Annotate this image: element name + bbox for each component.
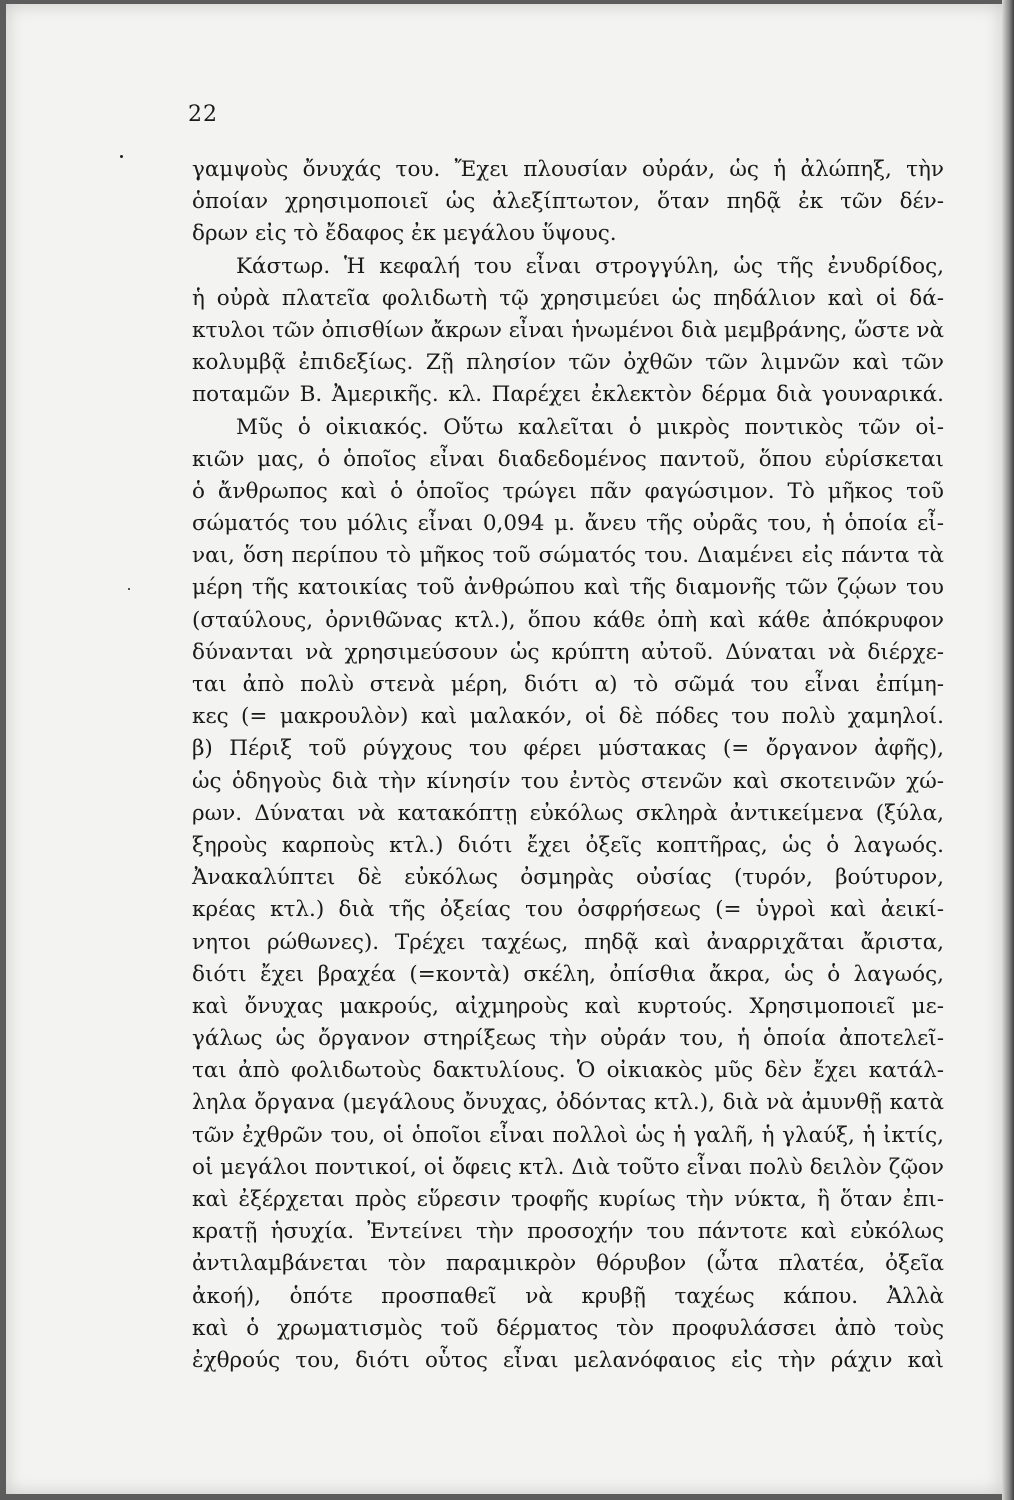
text-line: καὶ ὁ χρωματισμὸς τοῦ δέρματος τὸν προφυλάσσει ἀπὸ τοὺς xyxy=(192,1315,944,1341)
text-line: δρων εἰς τὸ ἔδαφος ἐκ μεγάλου ὕψους. xyxy=(192,221,617,247)
page-edge xyxy=(1002,0,1014,1500)
text-line: ποταμῶν Β. Ἀμερικῆς. κλ. Παρέχει ἐκλεκτὸν δέρμα διὰ γουναρικά. xyxy=(192,382,944,408)
paper-speck xyxy=(120,155,123,158)
text-line: μέρη τῆς κατοικίας τοῦ ἀνθρώπου καὶ τῆς διαμονῆς τῶν ζῴων του xyxy=(192,575,944,601)
text-line: ληλα ὄργανα (μεγάλους ὄνυχας, ὀδόντας κτλ.), διὰ νὰ ἀμυνθῇ κατὰ xyxy=(192,1090,944,1116)
text-line: Κάστωρ. Ἡ κεφαλή του εἶναι στρογγύλη, ὡς τῆς ἐνυδρίδος, xyxy=(236,253,944,279)
text-line: γάλως ὡς ὄργανον στηρίξεως τὴν οὐράν του, ἡ ὁποία ἀποτελεῖ- xyxy=(192,1026,944,1052)
text-line: β) Πέριξ τοῦ ρύγχους του φέρει μύστακας (= ὄργανον ἀφῆς), xyxy=(192,736,944,762)
text-line: ται ἀπὸ φολιδωτοὺς δακτυλίους. Ὁ οἰκιακὸς μῦς δὲν ἔχει κατάλ- xyxy=(192,1058,944,1084)
text-line: νητοι ρώθωνες). Τρέχει ταχέως, πηδᾷ καὶ ἀναρριχᾶται ἄριστα, xyxy=(192,929,944,955)
paper-speck xyxy=(128,588,130,590)
text-line: ἐχθρούς του, διότι οὗτος εἶναι μελανόφαιος εἰς τὴν ράχιν καὶ xyxy=(192,1347,944,1373)
text-line: κες (= μακρουλὸν) καὶ μαλακόν, οἱ δὲ πόδες του πολὺ χαμηλοί. xyxy=(192,704,944,730)
text-line: ξηροὺς καρποὺς κτλ.) διότι ἔχει ὀξεῖς κοπτῆρας, ὡς ὁ λαγωός. xyxy=(192,832,944,858)
text-line: κολυμβᾷ ἐπιδεξίως. Ζῇ πλησίον τῶν ὀχθῶν τῶν λιμνῶν καὶ τῶν xyxy=(192,350,944,376)
text-line: ἀντιλαμβάνεται τὸν παραμικρὸν θόρυβον (ὦτα πλατέα, ὀξεῖα xyxy=(192,1251,944,1277)
text-line: ἀκοή), ὁπότε προσπαθεῖ νὰ κρυβῇ ταχέως κάπου. Ἀλλὰ xyxy=(192,1283,944,1309)
text-line: ἡ οὐρὰ πλατεῖα φολιδωτὴ τῷ χρησιμεύει ὡς πηδάλιον καὶ οἱ δά- xyxy=(192,285,944,311)
text-line: γαμψοὺς ὄνυχάς του. Ἔχει πλουσίαν οὐράν, ὡς ἡ ἀλώπηξ, τὴν xyxy=(192,157,944,182)
text-line: (σταύλους, ὀρνιθῶνας κτλ.), ὅπου κάθε ὀπὴ καὶ κάθε ἀπόκρυφον xyxy=(192,607,944,633)
text-line: ται ἀπὸ πολὺ στενὰ μέρη, διότι α) τὸ σῶμά του εἶναι ἐπίμη- xyxy=(192,672,944,697)
text-line: σώματός του μόλις εἶναι 0,094 μ. ἄνευ τῆς οὐρᾶς του, ἡ ὁποία εἶ- xyxy=(192,511,944,537)
book-page xyxy=(6,4,1002,1494)
text-line: Μῦς ὁ οἰκιακός. Οὕτω καλεῖται ὁ μικρὸς ποντικὸς τῶν οἰ- xyxy=(236,414,944,440)
text-line: καὶ ὄνυχας μακρούς, αἰχμηροὺς καὶ κυρτούς. Χρησιμοποιεῖ με- xyxy=(192,993,944,1019)
text-line: τῶν ἐχθρῶν του, οἱ ὁποῖοι εἶναι πολλοὶ ὡς ἡ γαλῆ, ἡ γλαύξ, ἡ ἰκτίς, xyxy=(192,1122,944,1148)
page-number: 22 xyxy=(188,102,218,127)
text-line: Ἀνακαλύπτει δὲ εὐκόλως ὀσμηρὰς οὐσίας (τυρόν, βούτυρον, xyxy=(192,865,944,891)
text-line: ὁ ἄνθρωπος καὶ ὁ ὁποῖος τρώγει πᾶν φαγώσιμον. Τὸ μῆκος τοῦ xyxy=(192,478,944,504)
body-text xyxy=(192,154,944,1377)
text-line: κρατῇ ἡσυχία. Ἐντείνει τὴν προσοχήν του πάντοτε καὶ εὐκόλως xyxy=(192,1219,944,1245)
text-line: ρων. Δύναται νὰ κατακόπτῃ εὐκόλως σκληρὰ ἀντικείμενα (ξύλα, xyxy=(192,800,944,826)
text-line: ναι, ὅση περίπου τὸ μῆκος τοῦ σώματός του. Διαμένει εἰς πάντα τὰ xyxy=(192,543,944,569)
text-line: κιῶν μας, ὁ ὁποῖος εἶναι διαδεδομένος παντοῦ, ὅπου εὑρίσκεται xyxy=(192,446,944,472)
text-line: ὁποίαν χρησιμοποιεῖ ὡς ἀλεξίπτωτον, ὅταν πηδᾷ ἐκ τῶν δέν- xyxy=(192,189,944,215)
text-line: κρέας κτλ.) διὰ τῆς ὀξείας του ὀσφρήσεως (= ὑγροὶ καὶ ἀεικί- xyxy=(192,897,944,923)
text-line: ὡς ὁδηγοὺς διὰ τὴν κίνησίν του ἐντὸς στενῶν καὶ σκοτεινῶν χώ- xyxy=(192,768,944,794)
text-line: κτυλοι τῶν ὀπισθίων ἄκρων εἶναι ἡνωμένοι διὰ μεμβράνης, ὥστε νὰ xyxy=(192,317,944,343)
text-line: δύνανται νὰ χρησιμεύσουν ὡς κρύπτη αὐτοῦ. Δύναται νὰ διέρχε- xyxy=(192,639,944,665)
text-line: οἱ μεγάλοι ποντικοί, οἱ ὄφεις κτλ. Διὰ τοῦτο εἶναι πολὺ δειλὸν ζῷον xyxy=(192,1154,944,1180)
text-line: καὶ ἐξέρχεται πρὸς εὕρεσιν τροφῆς κυρίως τὴν νύκτα, ἢ ὅταν ἐπι- xyxy=(192,1187,944,1212)
text-line: διότι ἔχει βραχέα (=κοντὰ) σκέλη, ὀπίσθια ἄκρα, ὡς ὁ λαγωός, xyxy=(192,961,944,987)
